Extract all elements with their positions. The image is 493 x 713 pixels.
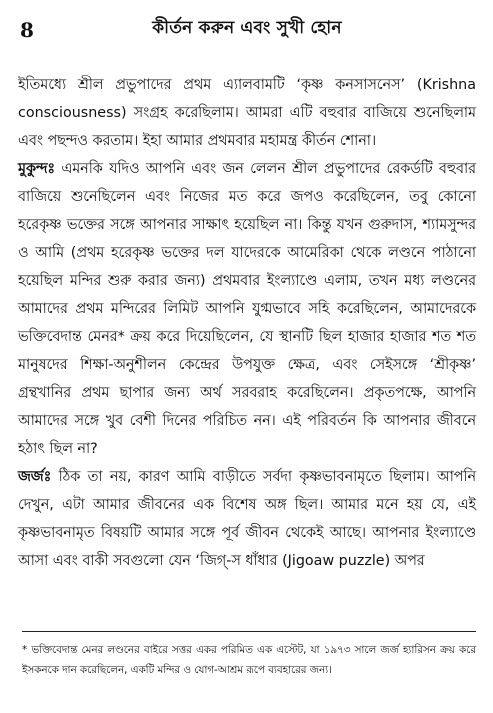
paragraph-text: ঠিক তা নয়, কারণ আমি বাড়ীতে সর্বদা কৃষ্ণভাবনামৃতে ছিলাম। আপনি দেখুন, এটা আমার জীবনের এক বিশেষ অঙ্গ ছিল। আমার মনে হয় যে, এই কৃষ্ণভাবনামৃত বিষয়টি আমার সঙ্গে পূর্ব জীবন থেকেই আছে। আপনার ইংল্যাণ্ডে আসা এবং বাকী সবগুলো যেন ‘জিগ্-স ধাঁধার (Jigoaw puzzle) অপর — [18, 469, 476, 569]
footnote-divider — [22, 631, 476, 632]
page-header — [18, 10, 476, 40]
speaker-label: জর্জঃ — [18, 469, 52, 485]
speaker-label: মুকুন্দঃ — [18, 161, 56, 177]
paragraph-intro — [18, 71, 476, 155]
book-page — [18, 10, 476, 705]
page-number: 8 — [20, 18, 34, 42]
paragraph-text: ইতিমধ্যে শ্রীল প্রভুপাদের প্রথম এ্যালবামটি ‘কৃষ্ণ কনসাসনেস’ (Krishna consciousness) সংগ্রহ করেছিলাম। আমরা এটি বহুবার বাজিয়ে শুনেছিলাম এবং পছন্দও করতাম। ইহা আমার প্রথমবার মহামন্ত্র কীর্তন শোনা। — [18, 77, 476, 149]
paragraph-george — [18, 463, 476, 575]
paragraph-mukunda — [18, 155, 476, 463]
body-text — [18, 71, 476, 575]
running-title: কীর্তন করুন এবং সুখী হোন — [152, 18, 342, 38]
paragraph-text: এমনকি যদিও আপনি এবং জন লেলন শ্রীল প্রভুপাদের রেকর্ডটি বহুবার বাজিয়ে শুনেছিলেন এবং নিজের মত করে জপও করেছিলেন, তবু কোনো হরেকৃষ্ণ ভক্তের সঙ্গে আপনার সাক্ষাৎ হয়েছিল না। কিন্তু যখন গুরুদাস, শ্যামসুন্দর ও আমি (প্রথম হরেকৃষ্ণ ভক্তের দল যাদেরকে আমেরিকা থেকে লণ্ডনে পাঠানো হয়েছিল মন্দির শুরু করার জন্য) প্রথমবার ইংল্যাণ্ডে এলাম, তখন মধ্য লণ্ডনের আমাদের প্রথম মন্দিরের লিমিট আপনি যুগ্মভাবে সহি করেছিলেন, আমাদেরকে ভক্তিবেদান্ত মেনর* ক্রয় করে দিয়েছিলেন, যে স্থানটি ছিল হাজার হাজার শত শত মানুষদের শিক্ষা-অনুশীলন কেন্দ্রের উপযুক্ত ক্ষেত্র, এবং সেইসঙ্গে ‘শ্রীকৃষ্ণ’ গ্রন্থখানির প্রথম ছাপার জন্য অর্থ সরবরাহ করেছিলেন। প্রকৃতপক্ষে, আপনি আমাদের সঙ্গে খুব বেশী দিনের পরিচিত নন। এই পরিবর্তন কি আপনার জীবনে হঠাৎ ছিল না? — [18, 161, 476, 457]
footnote: * ভক্তিবেদান্ত মেনর লণ্ডনের বাইরে সত্তর একর পরিমিত এক এস্টেট, যা ১৯৭৩ সালে জর্জ হ্যারিসন ক্রয় করে ইসকনকে দান করেছিলেন, একটি মন্দির ও যোগ-আশ্রম রূপে ব্যবহারের জন্য। — [22, 644, 476, 676]
